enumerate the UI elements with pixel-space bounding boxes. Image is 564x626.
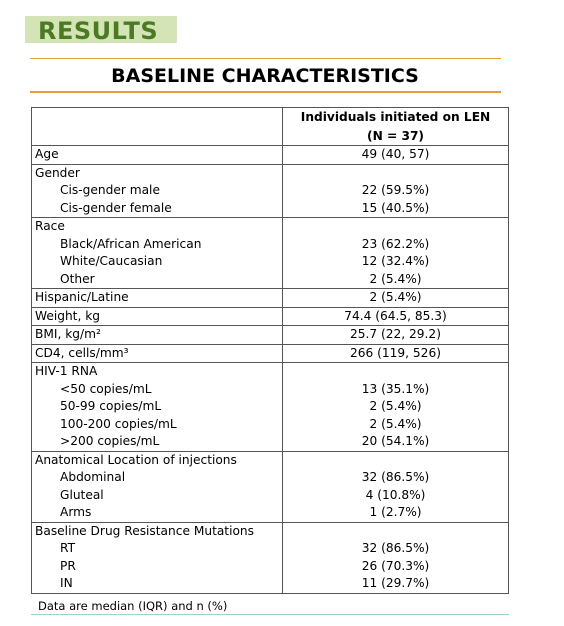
sub-label: 100-200 copies/mL bbox=[60, 416, 177, 431]
footnote-rule bbox=[31, 614, 509, 615]
row-label-cell bbox=[32, 363, 283, 452]
results-heading: RESULTS bbox=[38, 17, 159, 45]
sub-value: 11 (29.7%) bbox=[361, 576, 430, 590]
sub-label: <50 copies/mL bbox=[60, 381, 152, 396]
sub-value: 20 (54.1%) bbox=[361, 434, 430, 448]
group-label: Baseline Drug Resistance Mutations bbox=[35, 523, 255, 538]
table-row-hispanic bbox=[32, 289, 509, 308]
header-cell bbox=[283, 108, 509, 146]
group-label: HIV-1 RNA bbox=[35, 364, 98, 378]
row-value: 49 (40, 57) bbox=[283, 146, 509, 165]
table-row-age bbox=[32, 146, 509, 165]
table-row-cd4 bbox=[32, 344, 509, 363]
table-header-row bbox=[32, 108, 509, 146]
sub-label: >200 copies/mL bbox=[60, 434, 160, 448]
sub-label: White/Caucasian bbox=[60, 254, 163, 268]
table-row-weight bbox=[32, 307, 509, 326]
sub-value: 1 (2.7%) bbox=[369, 505, 422, 519]
row-value-cell bbox=[283, 522, 509, 593]
group-label: Anatomical Location of injections bbox=[35, 452, 237, 467]
sub-value: 12 (32.4%) bbox=[361, 254, 430, 268]
table-row-resistance bbox=[32, 522, 509, 593]
baseline-table bbox=[31, 107, 509, 594]
row-value: 74.4 (64.5, 85.3) bbox=[283, 307, 509, 326]
sub-label: Cis-gender female bbox=[60, 200, 172, 215]
sub-label: Arms bbox=[60, 505, 92, 519]
row-value-cell bbox=[283, 164, 509, 218]
column-header-line2: (N = 37) bbox=[367, 128, 424, 143]
sub-value: 32 (86.5%) bbox=[361, 541, 430, 555]
sub-label: Other bbox=[60, 271, 95, 286]
row-label: Hispanic/Latine bbox=[32, 289, 283, 308]
title-rule-bottom bbox=[30, 91, 501, 93]
table-row-injection-location bbox=[32, 451, 509, 522]
section-title: BASELINE CHARACTERISTICS bbox=[111, 65, 419, 87]
row-value-cell bbox=[283, 451, 509, 522]
table-row-gender bbox=[32, 164, 509, 218]
row-value-cell bbox=[283, 363, 509, 452]
sub-value: 2 (5.4%) bbox=[369, 399, 422, 413]
row-label: Weight, kg bbox=[32, 307, 283, 326]
table-row-bmi bbox=[32, 326, 509, 345]
row-label-cell bbox=[32, 164, 283, 218]
sub-value: 2 (5.4%) bbox=[369, 416, 422, 431]
sub-label: Gluteal bbox=[60, 487, 104, 502]
group-label: Race bbox=[35, 219, 65, 233]
sub-label: RT bbox=[60, 541, 76, 555]
sub-value: 15 (40.5%) bbox=[361, 200, 430, 215]
row-label: Age bbox=[32, 146, 283, 165]
sub-value: 23 (62.2%) bbox=[361, 236, 430, 251]
sub-label: IN bbox=[60, 576, 73, 590]
row-label-cell bbox=[32, 451, 283, 522]
column-header-line1: Individuals initiated on LEN bbox=[300, 110, 491, 124]
sub-value: 13 (35.1%) bbox=[361, 381, 430, 396]
title-rule-top bbox=[30, 58, 501, 59]
footnote: Data are median (IQR) and n (%) bbox=[38, 599, 228, 613]
table-row-race bbox=[32, 218, 509, 289]
results-banner bbox=[25, 16, 177, 43]
table-row-hiv-rna bbox=[32, 363, 509, 452]
sub-value: 2 (5.4%) bbox=[369, 271, 422, 286]
sub-value: 32 (86.5%) bbox=[361, 470, 430, 484]
row-label: BMI, kg/m² bbox=[32, 326, 283, 345]
sub-label: 50-99 copies/mL bbox=[60, 399, 162, 413]
sub-label: Abdominal bbox=[60, 470, 126, 484]
sub-value: 26 (70.3%) bbox=[361, 558, 430, 573]
header-empty-cell bbox=[32, 108, 283, 146]
row-value-cell bbox=[283, 218, 509, 289]
row-value: 25.7 (22, 29.2) bbox=[283, 326, 509, 345]
row-value: 266 (119, 526) bbox=[283, 344, 509, 363]
sub-label: Cis-gender male bbox=[60, 183, 160, 197]
row-label-cell bbox=[32, 522, 283, 593]
sub-value: 22 (59.5%) bbox=[361, 183, 430, 197]
sub-label: PR bbox=[60, 558, 76, 573]
sub-label: Black/African American bbox=[60, 236, 202, 251]
sub-value: 4 (10.8%) bbox=[365, 487, 426, 502]
row-label-cell bbox=[32, 218, 283, 289]
row-label: CD4, cells/mm³ bbox=[32, 344, 283, 363]
row-value: 2 (5.4%) bbox=[283, 289, 509, 308]
group-label: Gender bbox=[35, 165, 80, 180]
